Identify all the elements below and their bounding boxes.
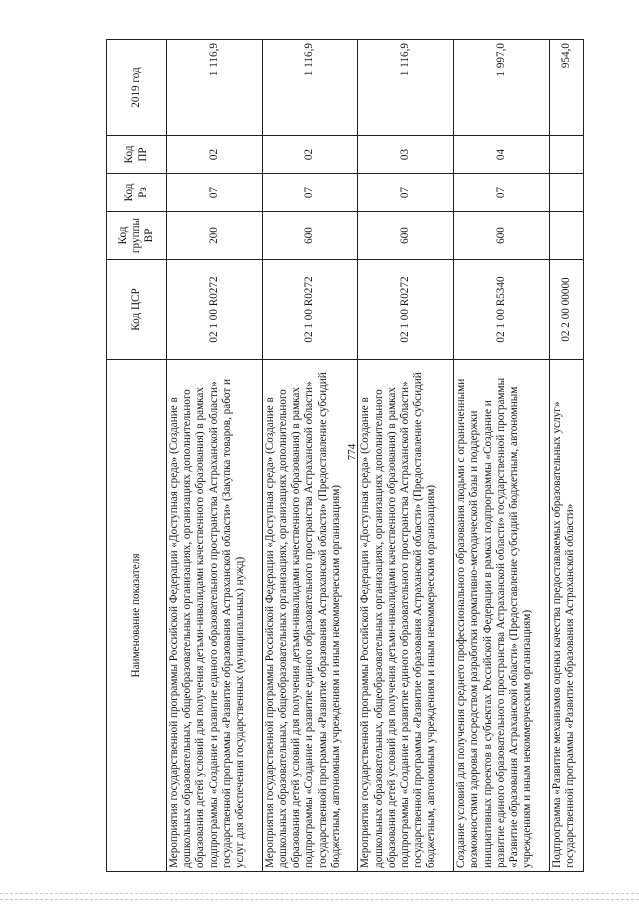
table-header-row — [107, 40, 167, 872]
header-pr: Код ПР — [107, 136, 167, 174]
cell-pr: 03 — [358, 136, 454, 174]
header-name: Наименование показателя — [107, 360, 167, 872]
cell-value: 1 116,9 — [358, 40, 454, 136]
cell-name: Мероприятия государственной программы Российской Федерации «Доступная среда» (Создание в дошкольных образовательных, общеобразовательных организациях, организациях дополнительного образования детей условий для получения детьми-инвалидами качественного образования) в рамках подпрограммы «Создание и развитие единого образовательного пространства Астраханской области» государственной программы «Развитие образования Астраханской области» (Предоставление субсидий бюджетным, автономным учреждениям и иным некоммерческим организациям) — [358, 360, 454, 872]
cell-pr — [549, 136, 583, 174]
cell-vr — [549, 212, 583, 260]
cell-pr: 04 — [454, 136, 550, 174]
cell-value: 1 116,9 — [167, 40, 263, 136]
budget-table-container — [106, 40, 584, 872]
budget-table — [106, 39, 584, 872]
cell-csr: 02 1 00 R0272 — [262, 260, 358, 360]
cell-pr: 02 — [167, 136, 263, 174]
table-row — [549, 40, 583, 872]
cell-value: 1 116,9 — [262, 40, 358, 136]
table-row — [167, 40, 263, 872]
cell-name: Подпрограмма «Развитие механизмов оценки качества предоставляемых образовательных услуг» государственной программы «Развитие образования Астраханской области» — [549, 360, 583, 872]
cell-vr: 600 — [454, 212, 550, 260]
cell-csr: 02 1 00 R5340 — [454, 260, 550, 360]
cell-name: Создание условий для получения среднего профессионального образования людьми с ограниченными возможностями здоровья посредством разработки нормативно-методической базы и поддержки инициативных проектов в субъектах Российской Федерации в рамках подпрограммы «Создание и развитие единого образовательного пространства Астраханской области» государственной программы «Развитие образования Астраханской области» (Предоставление субсидий бюджетным, автономным учреждениям и иным некоммерческим организациям) — [454, 360, 550, 872]
scan-edge-rule — [0, 899, 639, 900]
cell-pr: 02 — [262, 136, 358, 174]
budget-table-rotated — [106, 40, 584, 872]
header-csr: Код ЦСР — [107, 260, 167, 360]
header-vr: Код группы ВР — [107, 212, 167, 260]
header-year: 2019 год — [107, 40, 167, 136]
cell-value: 1 997,0 — [454, 40, 550, 136]
cell-rz: 07 — [358, 174, 454, 212]
cell-rz: 07 — [262, 174, 358, 212]
cell-csr: 02 2 00 00000 — [549, 260, 583, 360]
cell-rz: 07 — [167, 174, 263, 212]
cell-rz — [549, 174, 583, 212]
table-row — [454, 40, 550, 872]
page-number: 774 — [346, 443, 358, 461]
cell-value: 954,0 — [549, 40, 583, 136]
table-row — [262, 40, 358, 872]
cell-csr: 02 1 00 R0272 — [167, 260, 263, 360]
cell-vr: 600 — [358, 212, 454, 260]
cell-name: Мероприятия государственной программы Российской Федерации «Доступная среда» (Создание в дошкольных образовательных, общеобразовательных организациях, организациях дополнительного образования детей условий для получения детьми-инвалидами качественного образования) в рамках подпрограммы «Создание и развитие единого образовательного пространства Астраханской области» государственной программы «Развитие образования Астраханской области» (Закупка товаров, работ и услуг для обеспечения государственных (муниципальных) нужд) — [167, 360, 263, 872]
scan-edge-rule — [0, 893, 639, 894]
cell-name: Мероприятия государственной программы Российской Федерации «Доступная среда» (Создание в дошкольных образовательных, общеобразовательных организациях, организациях дополнительного образования детей условий для получения детьми-инвалидами качественного образования) в рамках подпрограммы «Создание и развитие единого образовательного пространства Астраханской области» государственной программы «Развитие образования Астраханской области» (Предоставление субсидий бюджетным, автономным учреждениям и иным некоммерческим организациям) — [262, 360, 358, 872]
table-row — [358, 40, 454, 872]
cell-vr: 200 — [167, 212, 263, 260]
header-rz: Код Рз — [107, 174, 167, 212]
cell-csr: 02 1 00 R0272 — [358, 260, 454, 360]
cell-vr: 600 — [262, 212, 358, 260]
cell-rz: 07 — [454, 174, 550, 212]
